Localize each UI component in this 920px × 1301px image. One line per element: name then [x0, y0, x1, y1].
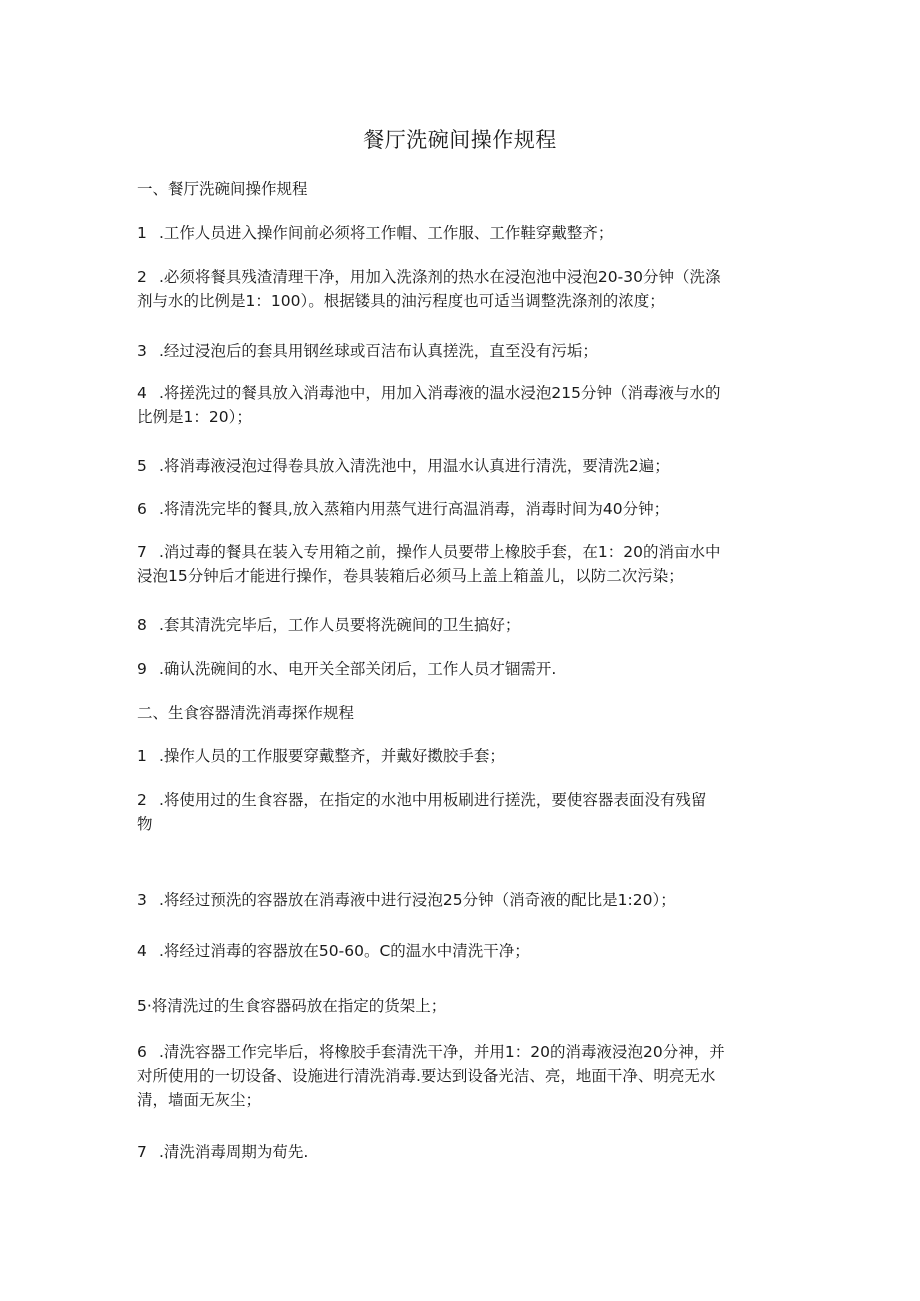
- item-number: 7: [137, 543, 147, 561]
- item-text: .工作人员进入操作间前必须将工作帽、工作服、工作鞋穿戴整齐；: [159, 224, 614, 242]
- item-text-cont: 清，墙面无灰尘；: [137, 1091, 262, 1109]
- item-number: 2: [137, 268, 147, 286]
- s2-item-6: [137, 1040, 725, 1112]
- item-number: 1: [137, 747, 147, 765]
- s2-item-2: [137, 788, 706, 836]
- item-text: .经过浸泡后的套具用钢丝球或百洁布认真搓洗，直至没有污垢；: [159, 342, 598, 360]
- item-number: 3: [137, 342, 147, 360]
- item-number: 5: [137, 457, 147, 475]
- s2-item-4: [137, 940, 530, 962]
- item-number: 7: [137, 1143, 147, 1161]
- item-text-cont: 剂与水的比例是1：100）。根据镂具的油污程度也可适当调整洗涤剂的浓度；: [137, 292, 665, 310]
- s1-item-2: [137, 265, 720, 313]
- item-number: 4: [137, 384, 147, 402]
- item-text-cont: 浸泡15分钟后才能进行操作，卷具装箱后必须马上盖上箱盖儿，以防二次污染；: [137, 567, 684, 585]
- s1-item-7: [137, 540, 721, 588]
- item-text: .将清洗完毕的餐具,放入蒸箱内用蒸气进行高温消毒，消毒时间为40分钟；: [159, 500, 670, 518]
- section-heading-1: 一、餐厅洗碗间操作规程: [137, 180, 308, 198]
- s1-item-4: [137, 381, 721, 429]
- item-number: 6: [137, 500, 147, 518]
- item-text-cont: 比例是1：20）；: [137, 408, 252, 426]
- item-text: .消过毒的餐具在装入专用箱之前，操作人员要带上橡胶手套，在1：20的消亩水中: [159, 543, 721, 561]
- item-text: .将经过消毒的容器放在50-60。C的温水中清洗干净；: [159, 942, 530, 960]
- item-text: .将使用过的生食容器，在指定的水池中用板刷进行搓洗，要使容器表面没有残留: [159, 791, 707, 809]
- s2-item-5: [137, 995, 446, 1017]
- section-heading-2: 二、生食容器清洗消毒探作规程: [137, 704, 355, 722]
- s1-item-3: [137, 340, 598, 362]
- s2-item-7: [137, 1141, 308, 1163]
- s2-item-3: [137, 889, 676, 911]
- item-number: 4: [137, 942, 147, 960]
- item-text: .清洗容器工作完毕后，将橡胶手套清洗干净，并用1：20的消毒液浸泡20分神，并: [159, 1043, 725, 1061]
- item-text: .将经过预洗的容器放在消毒液中进行浸泡25分钟（消奇液的配比是1:20）；: [159, 891, 676, 909]
- item-number: 3: [137, 891, 147, 909]
- item-text: .将消毒液浸泡过得卷具放入清洗池中，用温水认真进行清洗，要清洗2遍；: [159, 457, 670, 475]
- document-title: 餐厅洗碗间操作规程: [363, 128, 557, 152]
- item-text: .操作人员的工作服要穿戴整齐，并戴好擞胶手套；: [159, 747, 505, 765]
- item-number: 2: [137, 791, 147, 809]
- item-text-cont: 对所使用的一切设备、设施进行清洗消毒.要达到设备光洁、亮，地面干净、明亮无水: [137, 1067, 716, 1085]
- s1-item-8: [137, 614, 520, 636]
- item-text: .将搓洗过的餐具放入消毒池中，用加入消毒液的温水浸泡215分钟（消毒液与水的: [159, 384, 721, 402]
- item-text-cont: 物: [137, 815, 153, 833]
- item-text: .必须将餐具残渣清理干净，用加入洗涤剂的热水在浸泡池中浸泡20-30分钟（洗涤: [159, 268, 721, 286]
- item-number: 6: [137, 1043, 147, 1061]
- item-text: 5·将清洗过的生食容器码放在指定的货架上；: [137, 997, 447, 1015]
- item-number: 1: [137, 224, 147, 242]
- item-text: .套其清洗完毕后，工作人员要将洗碗间的卫生搞好；: [159, 616, 521, 634]
- s1-item-9: [137, 658, 556, 680]
- item-text: .确认洗碗间的水、电开关全部关闭后，工作人员才锢需开.: [159, 660, 557, 678]
- s1-item-1: [137, 222, 613, 244]
- item-text: .清洗消毒周期为荀先.: [159, 1143, 309, 1161]
- s1-item-5: [137, 455, 670, 477]
- item-number: 9: [137, 660, 147, 678]
- item-number: 8: [137, 616, 147, 634]
- s2-item-1: [137, 745, 505, 767]
- s1-item-6: [137, 498, 669, 520]
